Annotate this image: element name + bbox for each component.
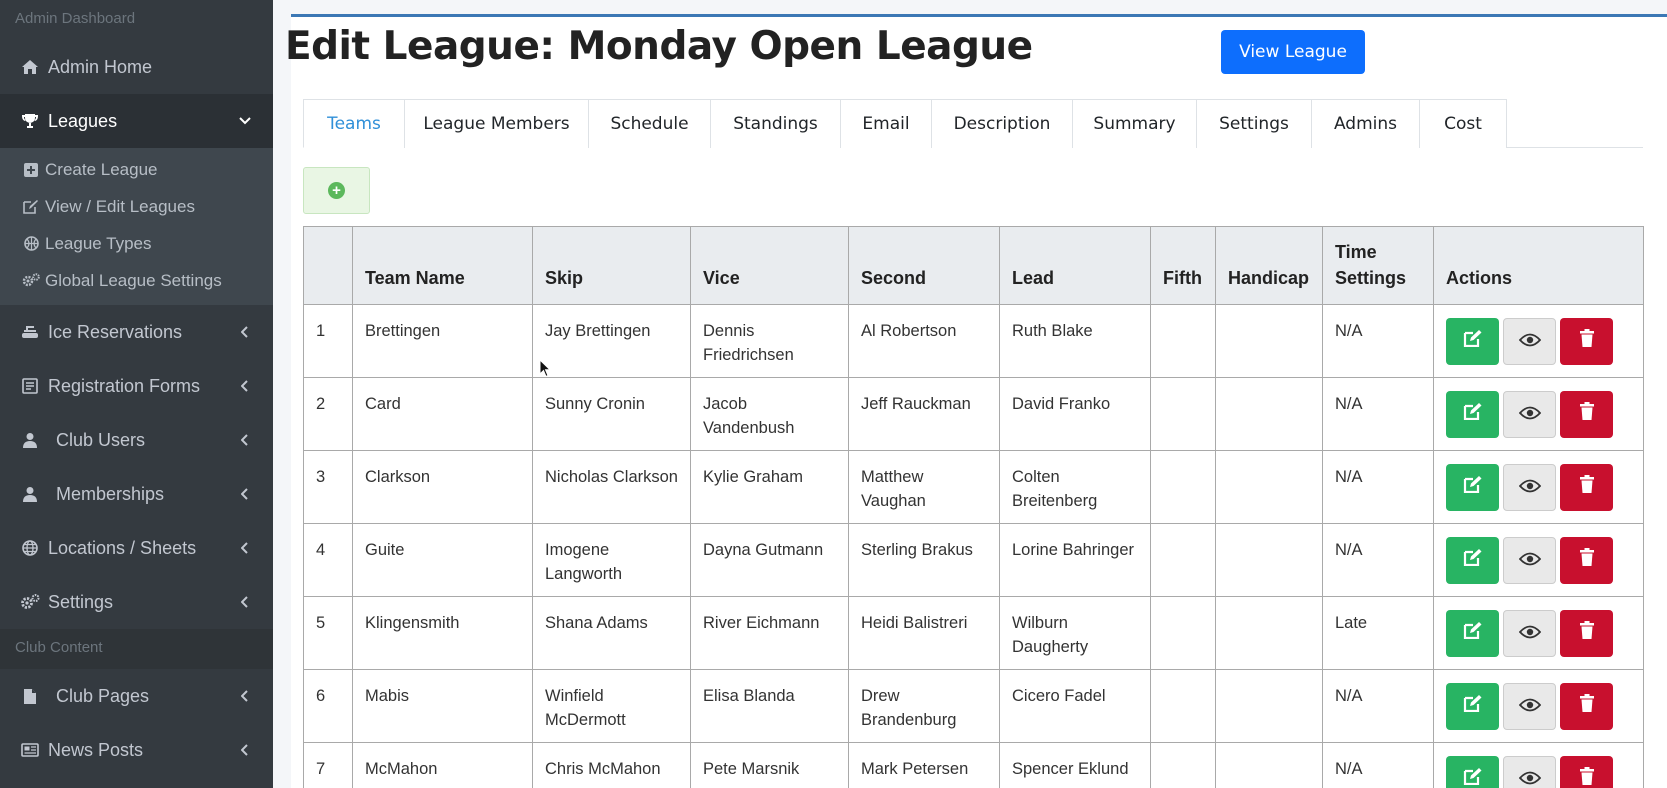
tab-league-members[interactable]: League Members [404,99,589,148]
table-row [304,597,1644,670]
view-league-button[interactable]: View League [1221,30,1365,74]
home-icon [18,59,42,75]
lead-cell: Ruth Blake [1000,305,1151,378]
fifth-cell [1151,378,1216,451]
user-icon [18,432,42,448]
tab-summary[interactable]: Summary [1072,99,1197,148]
row-actions [1446,391,1631,438]
view-team-button[interactable] [1503,391,1556,438]
fifth-cell [1151,524,1216,597]
actions-cell [1434,670,1644,743]
delete-team-button[interactable] [1560,756,1613,788]
edit-team-button[interactable] [1446,610,1499,657]
tab-teams[interactable]: Teams [303,99,405,148]
lead-cell: Spencer Eklund [1000,743,1151,788]
edit-team-button[interactable] [1446,683,1499,730]
eye-icon [1519,549,1541,573]
actions-cell [1434,305,1644,378]
tab-email[interactable]: Email [840,99,932,148]
delete-team-button[interactable] [1560,537,1613,584]
row-number: 6 [304,670,353,743]
eye-icon [1519,403,1541,427]
lead-cell: Wilburn Daugherty [1000,597,1151,670]
eye-icon [1519,695,1541,719]
col-header-handicap[interactable]: Handicap [1216,227,1323,305]
delete-team-button[interactable] [1560,464,1613,511]
second-cell: Jeff Rauckman [849,378,1000,451]
table-header-row [304,227,1644,305]
sidebar-item-label: Settings [48,591,114,612]
sidebar-item-news-posts[interactable] [0,723,273,777]
delete-team-button[interactable] [1560,610,1613,657]
tab-schedule[interactable]: Schedule [588,99,711,148]
gears-icon [18,594,42,610]
skip-cell: Sunny Cronin [533,378,691,451]
col-header-fifth[interactable]: Fifth [1151,227,1216,305]
second-cell: Drew Brandenburg [849,670,1000,743]
actions-cell [1434,524,1644,597]
sidebar-item-label: Club Pages [56,685,150,706]
edit-team-button[interactable] [1446,464,1499,511]
eye-icon [1519,622,1541,646]
team-name-cell: Mabis [353,670,533,743]
tab-standings[interactable]: Standings [710,99,841,148]
edit-icon [21,199,41,214]
add-team-button[interactable] [303,167,370,214]
skip-cell: Imogene Langworth [533,524,691,597]
skip-cell: Shana Adams [533,597,691,670]
sidebar-item-label: Admin Home [48,56,153,77]
eye-icon [1519,768,1541,788]
handicap-cell [1216,597,1323,670]
fifth-cell [1151,670,1216,743]
trash-icon [1579,329,1595,354]
edit-team-button[interactable] [1446,756,1499,788]
row-actions [1446,610,1631,657]
edit-icon [1463,548,1483,573]
globe-icon [18,540,42,556]
edit-team-button[interactable] [1446,318,1499,365]
sidebar-item-label: Leagues [48,110,118,131]
row-number: 4 [304,524,353,597]
row-actions [1446,464,1631,511]
time-settings-cell: N/A [1323,670,1434,743]
sidebar-header: Admin Dashboard [0,0,273,40]
handicap-cell [1216,524,1323,597]
sidebar-subitem-view-edit-leagues[interactable] [0,188,273,225]
time-settings-cell: N/A [1323,524,1434,597]
sidebar-item-memberships[interactable] [0,467,273,521]
chevron-left-icon [239,690,251,702]
second-cell: Mark Petersen [849,743,1000,788]
handicap-cell [1216,378,1323,451]
col-header-lead[interactable]: Lead [1000,227,1151,305]
chevron-left-icon [239,542,251,554]
trash-icon [1579,694,1595,719]
delete-team-button[interactable] [1560,683,1613,730]
sidebar-item-admin-home[interactable] [0,40,273,94]
trash-icon [1579,402,1595,427]
page-title: Edit League: Monday Open League [285,24,1033,69]
eye-icon [1519,476,1541,500]
sidebar-section-club-content: Club Content [0,629,273,669]
tab-bar [303,99,1643,148]
row-actions [1446,318,1631,365]
trash-icon [1579,548,1595,573]
trash-icon [1579,621,1595,646]
sidebar-item-label: Locations / Sheets [48,537,197,558]
time-settings-cell: Late [1323,597,1434,670]
plus-circle-icon: + [328,182,345,199]
chevron-left-icon [239,434,251,446]
lead-cell: Lorine Bahringer [1000,524,1151,597]
edit-icon [1463,475,1483,500]
skip-cell: Nicholas Clarkson [533,451,691,524]
vice-cell: Pete Marsnik [691,743,849,788]
sidebar-subitem-label: Create League [45,159,158,179]
skip-cell: Jay Brettingen [533,305,691,378]
lead-cell: Colten Breitenberg [1000,451,1151,524]
sidebar-item-label: Ice Reservations [48,321,183,342]
edit-icon [1463,621,1483,646]
vice-cell: Jacob Vandenbush [691,378,849,451]
handicap-cell [1216,670,1323,743]
view-team-button[interactable] [1503,537,1556,584]
actions-cell [1434,597,1644,670]
table-row [304,305,1644,378]
sidebar-item-locations-sheets[interactable] [0,521,273,575]
team-name-cell: Clarkson [353,451,533,524]
skip-cell: Winfield McDermott [533,670,691,743]
team-name-cell: Guite [353,524,533,597]
table-row [304,670,1644,743]
tab-settings[interactable]: Settings [1196,99,1312,148]
curling-icon [18,324,42,340]
chevron-left-icon [239,596,251,608]
user-icon [18,486,42,502]
edit-icon [1463,767,1483,788]
col-header-time-settings[interactable]: Time Settings [1323,227,1434,305]
sidebar-item-club-pages[interactable] [0,669,273,723]
sidebar-item-registration-forms[interactable] [0,359,273,413]
view-team-button[interactable] [1503,464,1556,511]
edit-icon [1463,402,1483,427]
chevron-left-icon [239,326,251,338]
trash-icon [1579,767,1595,788]
sidebar-subitem-label: View / Edit Leagues [45,196,195,216]
actions-cell [1434,378,1644,451]
lead-cell: Cicero Fadel [1000,670,1151,743]
edit-team-button[interactable] [1446,537,1499,584]
edit-team-button[interactable] [1446,391,1499,438]
view-team-button[interactable] [1503,756,1556,788]
sidebar-item-label: Club Users [56,429,146,450]
table-row [304,451,1644,524]
sidebar-item-label: Registration Forms [48,375,201,396]
view-team-button[interactable] [1503,683,1556,730]
sidebar-item-ice-reservations[interactable] [0,305,273,359]
vice-cell: Dennis Friedrichsen [691,305,849,378]
sidebar-subitem-label: Global League Settings [45,270,222,290]
sidebar-item-leagues[interactable] [0,94,273,148]
sidebar-subitem-create-league[interactable] [0,151,273,188]
delete-team-button[interactable] [1560,391,1613,438]
chevron-down-icon [239,115,251,127]
fifth-cell [1151,597,1216,670]
leagues-submenu [0,148,273,305]
row-actions [1446,537,1631,584]
time-settings-cell: N/A [1323,378,1434,451]
handicap-cell [1216,451,1323,524]
col-header-actions: Actions [1434,227,1644,305]
sidebar [0,0,273,788]
basketball-icon [21,236,41,251]
chevron-left-icon [239,744,251,756]
fifth-cell [1151,451,1216,524]
col-header-vice[interactable]: Vice [691,227,849,305]
file-icon [18,688,42,705]
trash-icon [1579,475,1595,500]
newspaper-icon [18,743,42,757]
edit-icon [1463,329,1483,354]
chevron-left-icon [239,488,251,500]
handicap-cell [1216,305,1323,378]
fifth-cell [1151,305,1216,378]
vice-cell: Dayna Gutmann [691,524,849,597]
form-icon [18,378,42,394]
view-team-button[interactable] [1503,318,1556,365]
time-settings-cell: N/A [1323,451,1434,524]
col-header-number [304,227,353,305]
gears-icon [21,273,41,288]
vice-cell: Kylie Graham [691,451,849,524]
plus-square-icon [21,163,41,177]
team-name-cell: Klingensmith [353,597,533,670]
second-cell: Al Robertson [849,305,1000,378]
sidebar-item-label: News Posts [48,739,144,760]
second-cell: Sterling Brakus [849,524,1000,597]
team-name-cell: Card [353,378,533,451]
team-name-cell: McMahon [353,743,533,788]
handicap-cell [1216,743,1323,788]
sidebar-item-club-users[interactable] [0,413,273,467]
eye-icon [1519,330,1541,354]
teams-table [303,226,1644,788]
sidebar-subitem-label: League Types [45,233,152,253]
sidebar-item-label: Memberships [56,483,165,504]
time-settings-cell: N/A [1323,743,1434,788]
edit-icon [1463,694,1483,719]
delete-team-button[interactable] [1560,318,1613,365]
col-header-skip[interactable]: Skip [533,227,691,305]
sidebar-subitem-league-types[interactable] [0,225,273,262]
table-row [304,743,1644,788]
second-cell: Matthew Vaughan [849,451,1000,524]
row-number: 5 [304,597,353,670]
tab-admins[interactable]: Admins [1311,99,1420,148]
col-header-second[interactable]: Second [849,227,1000,305]
row-number: 1 [304,305,353,378]
chevron-left-icon [239,380,251,392]
trophy-icon [18,113,42,129]
time-settings-cell: N/A [1323,305,1434,378]
row-actions [1446,683,1631,730]
sidebar-item-settings[interactable] [0,575,273,629]
row-number: 7 [304,743,353,788]
tab-cost[interactable]: Cost [1419,99,1507,148]
mouse-cursor [539,359,551,383]
vice-cell: Elisa Blanda [691,670,849,743]
col-header-team-name[interactable]: Team Name [353,227,533,305]
table-row [304,524,1644,597]
fifth-cell [1151,743,1216,788]
lead-cell: David Franko [1000,378,1151,451]
second-cell: Heidi Balistreri [849,597,1000,670]
row-actions [1446,756,1631,788]
actions-cell [1434,743,1644,788]
skip-cell: Chris McMahon [533,743,691,788]
view-team-button[interactable] [1503,610,1556,657]
tab-description[interactable]: Description [931,99,1073,148]
row-number: 2 [304,378,353,451]
team-name-cell: Brettingen [353,305,533,378]
sidebar-subitem-global-league-settings[interactable] [0,262,273,299]
row-number: 3 [304,451,353,524]
table-row [304,378,1644,451]
actions-cell [1434,451,1644,524]
vice-cell: River Eichmann [691,597,849,670]
